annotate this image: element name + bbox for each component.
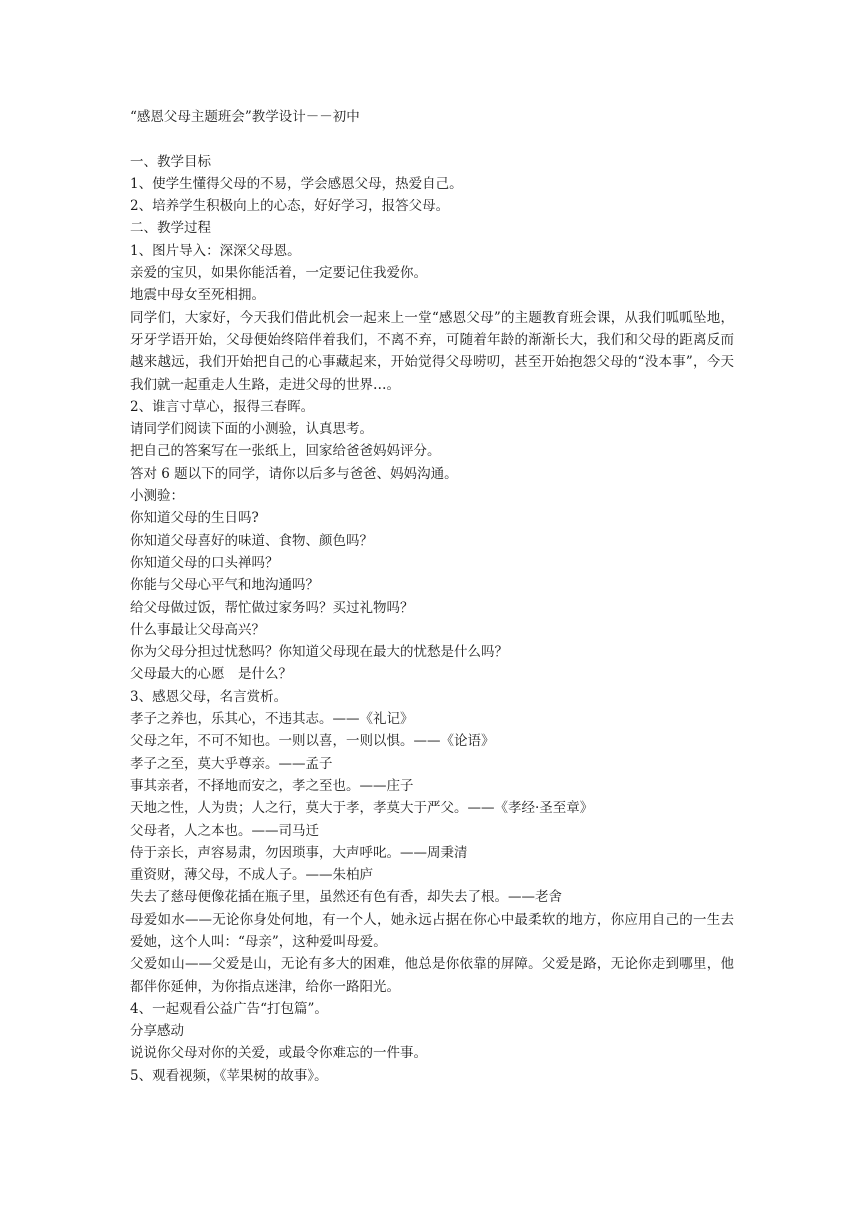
body-line: 5、观看视频，《苹果树的故事》。: [130, 1067, 328, 1084]
body-line: 你知道父母的口头禅吗？: [130, 554, 279, 571]
body-line: 重资财，薄父母，不成人子。——朱柏庐: [130, 867, 373, 884]
body-paragraph: 父爱如山——父爱是山，无论有多大的困难，他总是你依靠的屏障。父爱是路，无论你走到哪里，他都伴你延伸，为你指点迷津，给你一路阳光。: [130, 956, 734, 995]
body-paragraph: 同学们，大家好，今天我们借此机会一起来上一堂“感恩父母”的主题教育班会课，从我们呱呱坠地，牙牙学语开始，父母便始终陪伴着我们，不离不弃，可随着年龄的渐渐长大，我们和父母的距离反而越来越远，我们开始把自己的心事藏起来，开始觉得父母唠叨，甚至开始抱怨父母的“没本事”，今天我们就一起重走人生路，走进父母的世界…。: [130, 309, 734, 393]
body-line: 孝子之养也，乐其心，不违其志。——《礼记》: [130, 711, 414, 728]
document-body: [130, 151, 734, 1087]
body-line: 父母最大的心愿 是什么？: [130, 666, 292, 683]
body-line: 亲爱的宝贝，如果你能活着，一定要记住我爱你。: [130, 265, 427, 282]
body-line: 3、感恩父母，名言赏析。: [130, 688, 288, 705]
document-title: “感恩父母主题班会”教学设计－－初中: [130, 109, 360, 125]
body-line: 孝子之至，莫大乎尊亲。——孟子: [130, 755, 333, 772]
body-line: 分享感动: [130, 1023, 184, 1040]
document-page: [130, 106, 734, 1087]
body-line: 说说你父母对你的关爱，或最令你难忘的一件事。: [130, 1045, 427, 1062]
body-line: 父母之年，不可不知也。一则以喜，一则以惧。——《论语》: [130, 733, 495, 750]
body-line: 1、图片导入：深深父母恩。: [130, 242, 301, 259]
body-line: 天地之性，人为贵；人之行，莫大于孝，孝莫大于严父。——《孝经·圣至章》: [130, 800, 594, 817]
body-line: 给父母做过饭，帮忙做过家务吗？买过礼物吗？: [130, 599, 414, 616]
body-paragraph: 母爱如水——无论你身处何地，有一个人，她永远占据在你心中最柔软的地方，你应用自己的一生去爱她，这个人叫：“母亲”，这种爱叫母爱。: [130, 911, 734, 950]
body-line: 4、一起观看公益广告“打包篇”。: [130, 1000, 328, 1017]
body-line: 二、教学过程: [130, 220, 211, 237]
body-line: 小测验：: [130, 488, 184, 505]
body-line: 2、谁言寸草心，报得三春晖。: [130, 398, 315, 415]
body-line: 你知道父母喜好的味道、食物、颜色吗？: [130, 532, 373, 549]
body-line: 侍于亲长，声容易肃，勿因琐事，大声呼叱。——周秉清: [130, 844, 468, 861]
body-line: 父母者，人之本也。——司马迁: [130, 822, 319, 839]
body-line: 1、使学生懂得父母的不易，学会感恩父母，热爱自己。: [130, 175, 463, 192]
body-line: 你知道父母的生日吗?: [130, 510, 259, 527]
body-line: 一、教学目标: [130, 153, 211, 170]
body-line: 答对 6 题以下的同学，请你以后多与爸爸、妈妈沟通。: [130, 465, 458, 482]
body-line: 事其亲者，不择地而安之，孝之至也。——庄子: [130, 777, 414, 794]
body-line: 请同学们阅读下面的小测验，认真思考。: [130, 421, 373, 438]
body-line: 什么事最让父母高兴？: [130, 621, 265, 638]
body-line: 你能与父母心平气和地沟通吗？: [130, 577, 319, 594]
body-line: 把自己的答案写在一张纸上，回家给爸爸妈妈评分。: [130, 443, 441, 460]
body-line: 2、培养学生积极向上的心态，好好学习，报答父母。: [130, 198, 450, 215]
body-line: 失去了慈母便像花插在瓶子里，虽然还有色有香，却失去了根。——老舍: [130, 889, 562, 906]
body-line: 你为父母分担过忧愁吗？你知道父母现在最大的忧愁是什么吗？: [130, 644, 508, 661]
body-line: 地震中母女至死相拥。: [130, 287, 265, 304]
